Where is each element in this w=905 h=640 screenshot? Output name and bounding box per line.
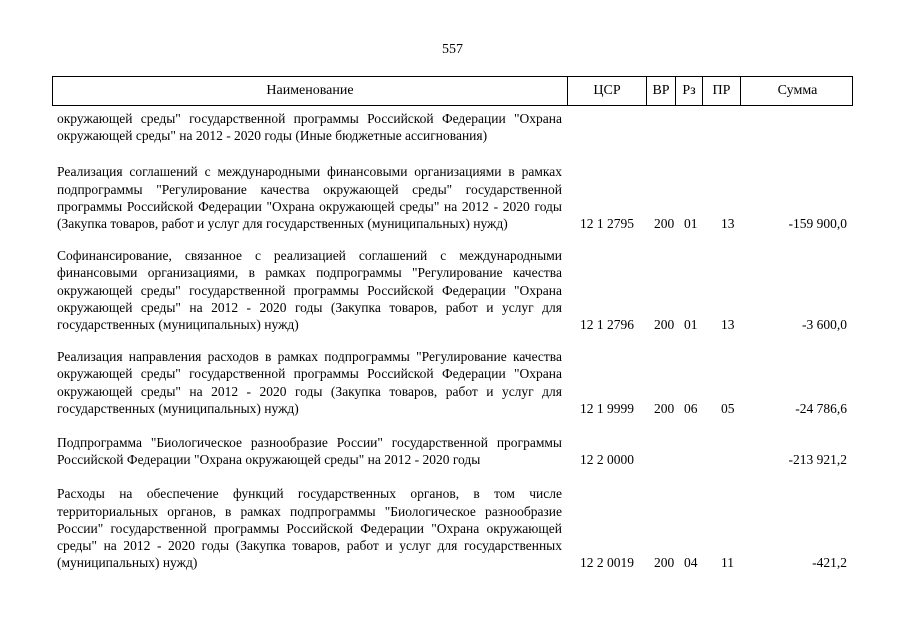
row-csr: 12 1 2795 [580, 216, 634, 232]
row-name: Расходы на обеспечение функций государственных органов, в том числе территориальных органов, в рамках подпрограммы "Биологическое разнообразие России" государственной программы Российской Федерации "Охрана окружающей среды" на 2012 - 2020 годы (Закупка товаров, работ и услуг для государственных (муниципальных) нужд) [57, 486, 562, 571]
row-csr: 12 1 2796 [580, 317, 634, 333]
row-sum: -3 600,0 [802, 317, 847, 333]
table-row [57, 485, 847, 571]
row-pr: 13 [721, 216, 735, 232]
column-header-rz: Рз [675, 77, 702, 105]
table-row [57, 110, 847, 144]
row-csr: 12 2 0019 [580, 555, 634, 571]
row-sum: -159 900,0 [788, 216, 847, 232]
column-header-csr: ЦСР [567, 77, 646, 105]
row-pr: 13 [721, 317, 735, 333]
row-rz: 01 [684, 216, 698, 232]
row-name: окружающей среды" государственной программы Российской Федерации "Охрана окружающей среды" на 2012 - 2020 годы (Иные бюджетные ассигнования) [57, 111, 562, 144]
row-pr: 11 [721, 555, 734, 571]
table-row [57, 163, 847, 232]
row-pr: 05 [721, 400, 735, 416]
row-sum: -24 786,6 [795, 400, 847, 416]
table-body [57, 110, 847, 571]
row-csr: 12 1 9999 [580, 400, 634, 416]
row-vr: 200 [654, 555, 675, 571]
column-header-vr: ВР [646, 77, 675, 105]
row-vr: 200 [654, 400, 675, 416]
row-rz: 06 [684, 400, 698, 416]
row-rz: 04 [684, 555, 698, 571]
table-row [57, 434, 847, 468]
table-row [57, 247, 847, 333]
row-name: Подпрограмма "Биологическое разнообразие России" государственной программы Российской Федерации "Охрана окружающей среды" на 2012 - 2020 годы [57, 435, 562, 468]
row-name: Реализация направления расходов в рамках подпрограммы "Регулирование качества окружающей среды" государственной программы Российской Федерации "Охрана окружающей среды" на 2012 - 2020 годы (Закупка товаров, работ и услуг для государственных (муниципальных) нужд) [57, 349, 562, 416]
row-sum: -213 921,2 [788, 452, 847, 468]
row-vr: 200 [654, 317, 675, 333]
column-header-pr: ПР [702, 77, 740, 105]
row-name: Софинансирование, связанное с реализацией соглашений с международными финансовыми организациями, в рамках подпрограммы "Регулирование качества окружающей среды" государственной программы Российской Федерации "Охрана окружающей среды" на 2012 - 2020 годы (Закупка товаров, работ и услуг для государственных (муниципальных) нужд) [57, 248, 562, 333]
row-name: Реализация соглашений с международными финансовыми организациями в рамках подпрограммы "Регулирование качества окружающей среды" государственной программы Российской Федерации "Охрана окружающей среды" на 2012 - 2020 годы (Закупка товаров, работ и услуг для государственных (муниципальных) нужд) [57, 164, 562, 232]
row-csr: 12 2 0000 [580, 452, 634, 468]
column-header-sum: Сумма [740, 77, 854, 105]
table-row [57, 348, 847, 417]
row-sum: -421,2 [812, 555, 847, 571]
row-vr: 200 [654, 216, 675, 232]
column-header-name: Наименование [266, 83, 354, 98]
page-number: 557 [442, 42, 463, 57]
table-header [52, 76, 853, 106]
row-rz: 01 [684, 317, 698, 333]
